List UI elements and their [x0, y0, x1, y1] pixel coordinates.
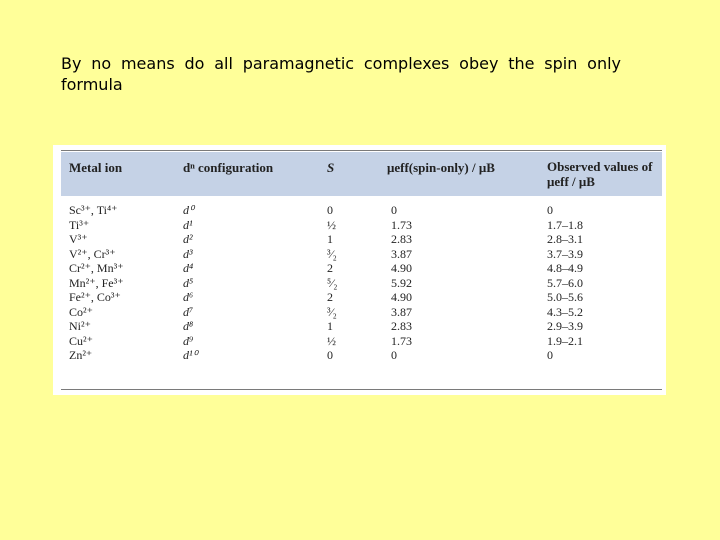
cell-metal-ion: Mn²⁺, Fe³⁺ [69, 275, 124, 290]
cell-observed: 0 [547, 348, 553, 362]
table-row [61, 319, 662, 334]
cell-spin: ⁵⁄₂ [327, 275, 338, 290]
table-row [61, 305, 662, 320]
magnetic-moment-table [53, 145, 666, 395]
table-row [61, 261, 662, 276]
table-row [61, 247, 662, 262]
cell-spin-only: 2.83 [391, 232, 412, 246]
cell-observed: 3.7–3.9 [547, 246, 583, 261]
cell-configuration: d⁹ [183, 333, 194, 348]
cell-observed: 4.3–5.2 [547, 304, 583, 319]
cell-configuration: d⁴ [183, 261, 194, 275]
cell-spin: 0 [327, 348, 333, 362]
table-row [61, 334, 662, 349]
header-metal-ion: Metal ion [69, 160, 123, 175]
cell-spin-only: 0 [391, 348, 397, 362]
cell-configuration: d⁵ [183, 275, 194, 290]
cell-spin-only: 4.90 [391, 261, 412, 275]
cell-spin: 1 [327, 319, 333, 333]
cell-spin: ³⁄₂ [327, 304, 337, 319]
cell-spin-only: 1.73 [391, 217, 412, 232]
header-spin: S [327, 160, 335, 175]
table-row [61, 348, 662, 363]
cell-configuration: d³ [183, 246, 193, 261]
table-row [61, 203, 662, 218]
cell-metal-ion: Ti³⁺ [69, 217, 90, 232]
cell-spin-only: 1.73 [391, 333, 412, 348]
header-configuration: dⁿ configuration [183, 160, 274, 175]
table-row [61, 276, 662, 291]
cell-spin: ½ [327, 217, 336, 232]
table-body [61, 203, 662, 363]
table-row [61, 290, 662, 305]
cell-observed: 1.7–1.8 [547, 217, 583, 232]
table-row [61, 232, 662, 247]
cell-spin-only: 3.87 [391, 246, 412, 261]
cell-configuration: d⁰ [183, 203, 194, 217]
cell-metal-ion: Zn²⁺ [69, 348, 93, 362]
cell-spin: 2 [327, 261, 333, 275]
cell-metal-ion: V²⁺, Cr³⁺ [69, 246, 116, 261]
cell-configuration: d² [183, 232, 193, 246]
cell-observed: 2.9–3.9 [547, 319, 583, 333]
cell-configuration: d⁸ [183, 319, 194, 333]
cell-metal-ion: Ni²⁺ [69, 319, 91, 333]
table-row [61, 218, 662, 233]
cell-observed: 0 [547, 203, 553, 217]
cell-observed: 2.8–3.1 [547, 232, 583, 246]
cell-metal-ion: Co²⁺ [69, 304, 93, 319]
table-bottom-rule [61, 389, 662, 390]
cell-spin: 1 [327, 232, 333, 246]
cell-observed: 5.0–5.6 [547, 290, 583, 304]
cell-configuration: d⁷ [183, 304, 194, 319]
cell-observed: 5.7–6.0 [547, 275, 583, 290]
cell-spin: ³⁄₂ [327, 246, 337, 261]
cell-observed: 1.9–2.1 [547, 333, 583, 348]
cell-configuration: d¹⁰ [183, 348, 198, 362]
cell-spin: 0 [327, 203, 333, 217]
cell-spin-only: 3.87 [391, 304, 412, 319]
cell-spin-only: 5.92 [391, 275, 412, 290]
cell-metal-ion: Cr²⁺, Mn³⁺ [69, 261, 124, 275]
cell-metal-ion: Cu²⁺ [69, 333, 93, 348]
cell-spin-only: 0 [391, 203, 397, 217]
cell-metal-ion: Sc³⁺, Ti⁴⁺ [69, 203, 118, 217]
cell-spin-only: 2.83 [391, 319, 412, 333]
table-top-rule [61, 150, 662, 151]
table-header-row [61, 152, 662, 196]
slide-caption: By no means do all paramagnetic complexes obey the spin only formula [61, 54, 621, 94]
cell-configuration: d¹ [183, 217, 193, 232]
cell-spin-only: 4.90 [391, 290, 412, 304]
cell-spin: ½ [327, 333, 336, 348]
header-observed: Observed values of μeff / μB [547, 159, 653, 189]
cell-metal-ion: V³⁺ [69, 232, 88, 246]
cell-metal-ion: Fe²⁺, Co³⁺ [69, 290, 121, 304]
cell-observed: 4.8–4.9 [547, 261, 583, 275]
header-spin-only: μeff(spin-only) / μB [387, 160, 495, 175]
cell-spin: 2 [327, 290, 333, 304]
cell-configuration: d⁶ [183, 290, 194, 304]
